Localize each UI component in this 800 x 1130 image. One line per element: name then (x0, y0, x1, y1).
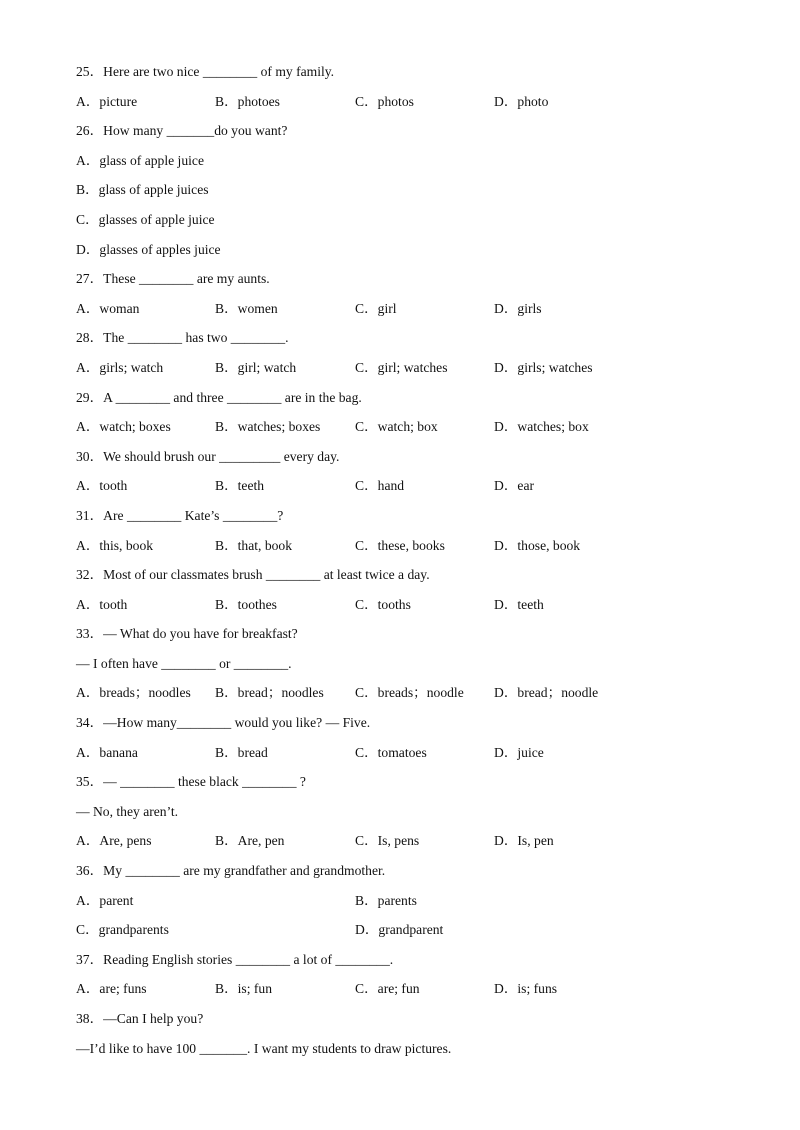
option-a: A．tooth (76, 478, 128, 494)
option-a: A．woman (76, 300, 140, 316)
option-b: B．girl; watch (215, 359, 297, 375)
option-c: C．tooths (355, 596, 411, 612)
option-a: A．tooth (76, 596, 128, 612)
option-d: D．bread；noodle (494, 685, 599, 701)
option-c: C．hand (355, 478, 405, 494)
option-d: D．those, book (494, 537, 581, 553)
option-a: A．Are, pens (76, 833, 152, 849)
question-stem: 29．A ________ and three ________ are in the bag. (76, 389, 362, 405)
question-stem: 33．— What do you have for breakfast? (76, 626, 298, 642)
options-row (76, 974, 716, 1004)
option-d: D．watches; box (494, 419, 589, 435)
option-a: A．picture (76, 93, 138, 109)
option-a: A．are; funs (76, 981, 147, 997)
question-stem: 34．—How many________ would you like? — Five. (76, 715, 371, 731)
question-stem: 38．—Can I help you? (76, 1011, 204, 1026)
options-row (76, 471, 716, 501)
option-b: B．bread (215, 744, 268, 760)
options-row (76, 678, 716, 708)
option-c: C．girl (355, 300, 397, 316)
options-row (76, 590, 716, 620)
option-c: C．photos (355, 93, 414, 109)
question-dialogue-line: — No, they aren’t. (76, 803, 179, 819)
question-dialogue-line: — I often have ________ or ________. (76, 655, 292, 671)
option-c: C．watch; box (355, 419, 438, 435)
option-c: C．glasses of apple juice (76, 211, 215, 227)
question-stem: 27．These ________ are my aunts. (76, 271, 270, 287)
question-stem: 37．Reading English stories ________ a lot of ________. (76, 951, 394, 967)
option-d: D．girls (494, 300, 542, 316)
question-stem: 31．Are ________ Kate’s ________? (76, 507, 284, 523)
option-a: A．girls; watch (76, 359, 164, 375)
option-d: D．glasses of apples juice (76, 241, 221, 257)
option-b: B．teeth (215, 478, 265, 494)
option-b: B．bread；noodles (215, 685, 324, 701)
options-row (76, 531, 716, 561)
option-a: A．parent (76, 892, 134, 908)
option-b: B．women (215, 300, 278, 316)
options-row (76, 412, 716, 442)
options-row (76, 826, 716, 856)
option-c: C．are; fun (355, 981, 420, 997)
question-stem: 26．How many _______do you want? (76, 123, 288, 139)
options-row (76, 353, 716, 383)
options-row (76, 738, 716, 768)
exam-page (76, 57, 716, 1063)
question-dialogue-line: —I’d like to have 100 _______. I want my students to draw pictures. (76, 1040, 452, 1056)
option-b: B．that, book (215, 537, 293, 553)
option-d: D．is; funs (494, 981, 558, 997)
option-b: B．is; fun (215, 981, 273, 997)
option-d: D．teeth (494, 596, 544, 612)
option-d: D．photo (494, 93, 549, 109)
option-b: B．parents (355, 892, 417, 908)
option-d: D．girls; watches (494, 359, 593, 375)
option-c: C．girl; watches (355, 359, 448, 375)
options-row (76, 87, 716, 117)
option-b: B．watches; boxes (215, 419, 321, 435)
option-d: D．Is, pen (494, 833, 554, 849)
options-row (76, 886, 716, 916)
option-a: A．breads；noodles (76, 685, 191, 701)
option-d: D．grandparent (355, 922, 444, 938)
option-b: B．glass of apple juices (76, 182, 209, 198)
option-c: C．Is, pens (355, 833, 420, 849)
question-stem: 36．My ________ are my grandfather and grandmother. (76, 863, 386, 879)
question-stem: 32．Most of our classmates brush ________ at least twice a day. (76, 567, 430, 583)
option-a: A．watch; boxes (76, 419, 171, 435)
option-c: C．these, books (355, 537, 445, 553)
question-stem: 28．The ________ has two ________. (76, 330, 289, 346)
option-c: C．grandparents (76, 922, 169, 938)
option-c: C．tomatoes (355, 744, 427, 760)
option-a: A．banana (76, 744, 138, 760)
option-d: D．juice (494, 744, 544, 760)
option-b: B．Are, pen (215, 833, 285, 849)
option-d: D．ear (494, 478, 535, 494)
option-b: B．toothes (215, 596, 277, 612)
option-c: C．breads；noodle (355, 685, 464, 701)
options-row (76, 915, 716, 945)
option-a: A．this, book (76, 537, 154, 553)
options-row (76, 294, 716, 324)
question-stem: 30．We should brush our _________ every day. (76, 448, 340, 464)
option-a: A．glass of apple juice (76, 152, 204, 168)
question-stem: 25．Here are two nice ________ of my family. (76, 64, 335, 79)
option-b: B．photoes (215, 93, 280, 109)
question-stem: 35．— ________ these black ________ ? (76, 774, 306, 790)
